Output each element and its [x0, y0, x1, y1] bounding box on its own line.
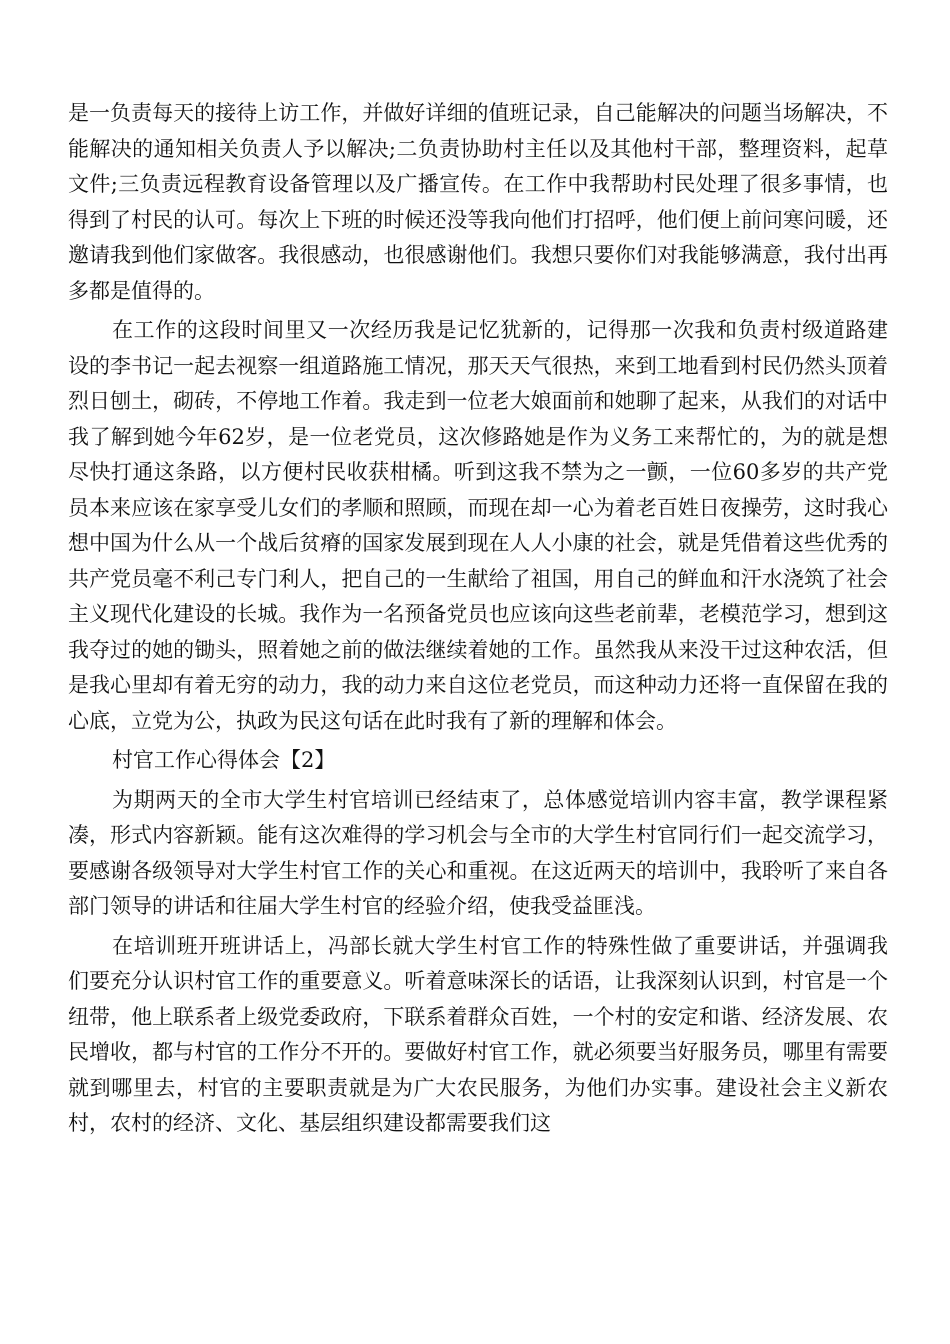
paragraph-continued: 是一负责每天的接待上访工作，并做好详细的值班记录，自己能解决的问题当场解决，不能解决的通知相关负责人予以解决;二负责协助村主任以及其他村干部，整理资料，起草文件;三负责远程教育设备管理以及广播宣传。在工作中我帮助村民处理了很多事情，也得到了村民的认可。每次上下班的时候还没等我向他们打招呼，他们便上前问寒问暖，还邀请我到他们家做客。我很感动，也很感谢他们。我想只要你们对我能够满意，我付出再多都是值得的。 [68, 101, 888, 303]
document-body [68, 96, 888, 1146]
paragraph-experience: 在工作的这段时间里又一次经历我是记忆犹新的，记得那一次我和负责村级道路建设的李书记一起去视察一组道路施工情况，那天天气很热，来到工地看到村民仍然头顶着烈日刨土，砌砖，不停地工作着。我走到一位老大娘面前和她聊了起来，从我们的对话中我了解到她今年62岁，是一位老党员，这次修路她是作为义务工来帮忙的，为的就是想尽快打通这条路，以方便村民收获柑橘。听到这我不禁为之一颤，一位60多岁的共产党员本来应该在家享受儿女们的孝顺和照顾，而现在却一心为着老百姓日夜操劳，这时我心想中国为什么从一个战后贫瘠的国家发展到现在人人小康的社会，就是凭借着这些优秀的共产党员毫不利己专门利人，把自己的一生献给了祖国，用自己的鲜血和汗水浇筑了社会主义现代化建设的长城。我作为一名预备党员也应该向这些老前辈，老模范学习，想到这我夺过的她的锄头，照着她之前的做法继续着她的工作。虽然我从来没干过这种农活，但是我心里却有着无穷的动力，我的动力来自这位老党员，而这种动力还将一直保留在我的心底，立党为公，执政为民这句话在此时我有了新的理解和体会。 [68, 318, 888, 733]
paragraph-opening-speech: 在培训班开班讲话上，冯部长就大学生村官工作的特殊性做了重要讲话，并强调我们要充分认识村官工作的重要意义。听着意味深长的话语，让我深刻认识到，村官是一个纽带，他上联系者上级党委政府，下联系着群众百姓，一个村的安定和谐、经济发展、农民增收，都与村官的工作分不开的。要做好村官工作，就必须要当好服务员，哪里有需要就到哪里去，村官的主要职责就是为广大农民服务，为他们办实事。建设社会主义新农村，农村的经济、文化、基层组织建设都需要我们这 [68, 933, 888, 1135]
paragraph-training: 为期两天的全市大学生村官培训已经结束了，总体感觉培训内容丰富，教学课程紧凑，形式内容新颖。能有这次难得的学习机会与全市的大学生村官同行们一起交流学习，要感谢各级领导对大学生村官工作的关心和重视。在这近两天的培训中，我聆听了来自各部门领导的讲话和往届大学生村官的经验介绍，使我受益匪浅。 [68, 787, 888, 918]
section-heading: 村官工作心得体会【2】 [112, 748, 336, 772]
